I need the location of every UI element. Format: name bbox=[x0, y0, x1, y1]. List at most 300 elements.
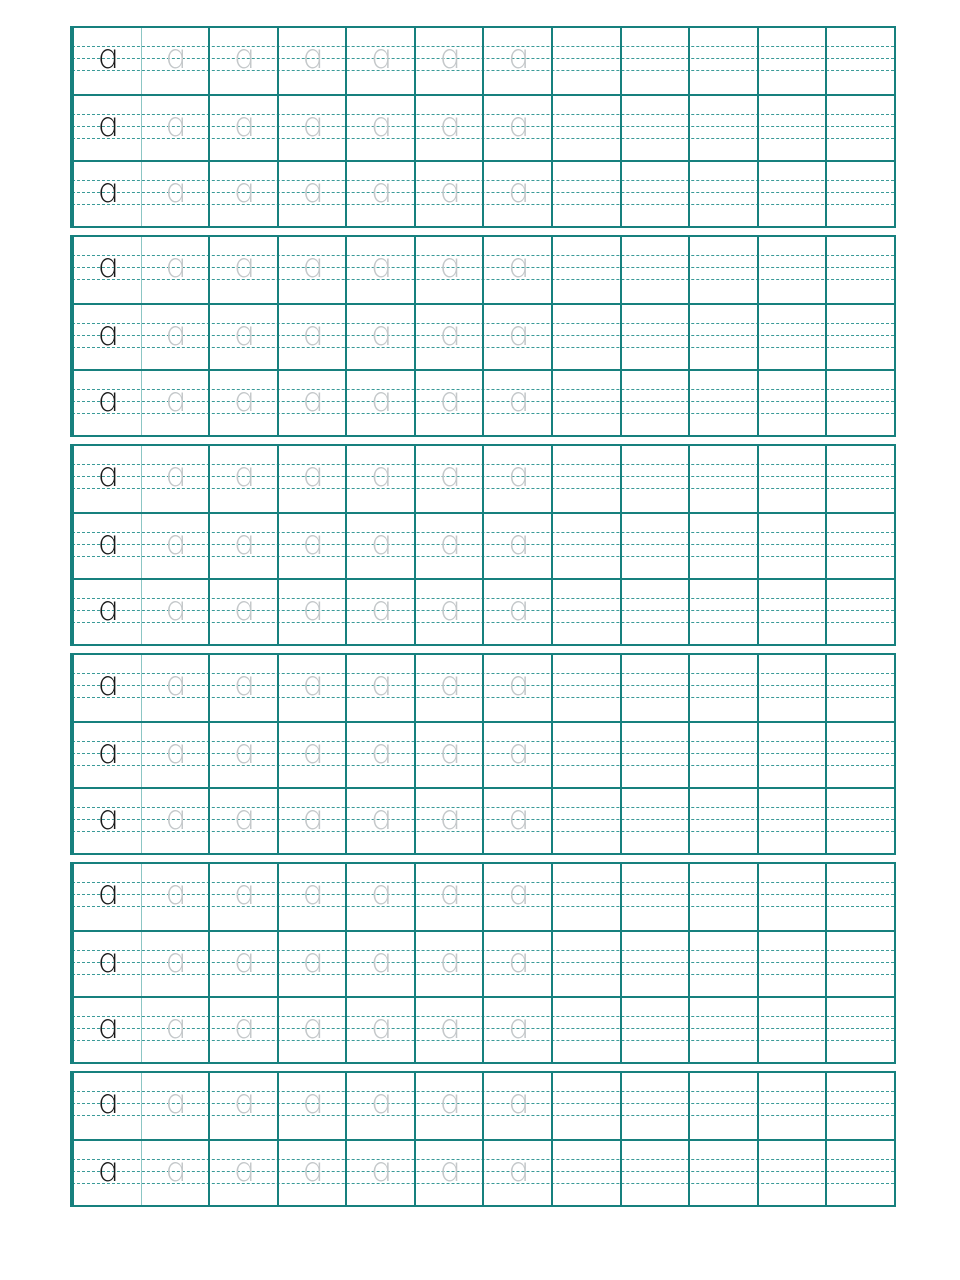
model-letter-cell bbox=[72, 580, 141, 644]
model-letter-cell bbox=[72, 998, 141, 1062]
trace-letter-cell bbox=[208, 162, 277, 226]
blank-writing-cell bbox=[620, 371, 689, 435]
practice-row bbox=[72, 930, 894, 996]
trace-letter: ɑ bbox=[506, 1150, 529, 1190]
blank-writing-cell bbox=[825, 237, 894, 303]
trace-letter: ɑ bbox=[438, 455, 460, 495]
trace-letter-cell bbox=[414, 655, 483, 721]
trace-letter-cell bbox=[414, 237, 483, 303]
trace-letter-cell bbox=[345, 1141, 414, 1205]
trace-letter: ɑ bbox=[506, 455, 529, 495]
trace-letter: ɑ bbox=[506, 798, 529, 838]
trace-letter: ɑ bbox=[369, 873, 392, 913]
blank-writing-cell bbox=[620, 864, 689, 930]
trace-letter: ɑ bbox=[369, 455, 392, 495]
blank-writing-cell bbox=[757, 864, 826, 930]
trace-letter-cell bbox=[141, 371, 209, 435]
blank-writing-cell bbox=[825, 162, 894, 226]
blank-writing-cell bbox=[688, 1073, 757, 1139]
blank-writing-cell bbox=[688, 305, 757, 369]
trace-letter: ɑ bbox=[164, 1082, 186, 1122]
trace-letter: ɑ bbox=[232, 523, 255, 563]
trace-letter-cell bbox=[141, 514, 209, 578]
blank-writing-cell bbox=[620, 932, 689, 996]
model-letter-cell bbox=[72, 371, 141, 435]
trace-letter-cell bbox=[482, 1141, 551, 1205]
trace-letter-cell bbox=[277, 446, 346, 512]
trace-letter-cell bbox=[208, 932, 277, 996]
blank-writing-cell bbox=[688, 864, 757, 930]
trace-letter-cell bbox=[414, 305, 483, 369]
trace-letter-cell bbox=[414, 162, 483, 226]
blank-writing-cell bbox=[620, 1141, 689, 1205]
trace-letter-cell bbox=[482, 998, 551, 1062]
blank-writing-cell bbox=[620, 28, 689, 94]
blank-writing-cell bbox=[551, 789, 620, 853]
model-letter: ɑ bbox=[96, 798, 119, 838]
trace-letter: ɑ bbox=[506, 1082, 529, 1122]
trace-letter-cell bbox=[208, 789, 277, 853]
blank-writing-cell bbox=[551, 655, 620, 721]
blank-writing-cell bbox=[620, 162, 689, 226]
trace-letter-cell bbox=[141, 723, 209, 787]
trace-letter-cell bbox=[482, 580, 551, 644]
trace-letter: ɑ bbox=[369, 171, 392, 211]
blank-writing-cell bbox=[688, 723, 757, 787]
trace-letter: ɑ bbox=[506, 589, 529, 629]
trace-letter: ɑ bbox=[232, 105, 255, 145]
practice-block bbox=[70, 653, 896, 855]
blank-writing-cell bbox=[825, 1141, 894, 1205]
blank-writing-cell bbox=[825, 655, 894, 721]
trace-letter: ɑ bbox=[301, 798, 323, 838]
practice-block bbox=[70, 444, 896, 646]
trace-letter-cell bbox=[141, 28, 209, 94]
trace-letter-cell bbox=[277, 162, 346, 226]
trace-letter: ɑ bbox=[506, 732, 529, 772]
trace-letter-cell bbox=[345, 864, 414, 930]
trace-letter-cell bbox=[414, 28, 483, 94]
blank-writing-cell bbox=[688, 1141, 757, 1205]
trace-letter: ɑ bbox=[164, 873, 186, 913]
trace-letter: ɑ bbox=[369, 314, 392, 354]
trace-letter-cell bbox=[482, 1073, 551, 1139]
trace-letter: ɑ bbox=[301, 455, 323, 495]
model-letter: ɑ bbox=[96, 105, 119, 145]
trace-letter-cell bbox=[414, 1141, 483, 1205]
blank-writing-cell bbox=[688, 237, 757, 303]
trace-letter-cell bbox=[141, 1073, 209, 1139]
trace-letter-cell bbox=[345, 655, 414, 721]
trace-letter: ɑ bbox=[301, 1150, 323, 1190]
model-letter-cell bbox=[72, 446, 141, 512]
trace-letter: ɑ bbox=[506, 873, 529, 913]
blank-writing-cell bbox=[688, 28, 757, 94]
blank-writing-cell bbox=[825, 371, 894, 435]
blank-writing-cell bbox=[620, 1073, 689, 1139]
practice-row bbox=[72, 446, 894, 512]
trace-letter: ɑ bbox=[301, 589, 323, 629]
trace-letter: ɑ bbox=[301, 37, 323, 77]
trace-letter: ɑ bbox=[164, 314, 186, 354]
blank-writing-cell bbox=[757, 1141, 826, 1205]
trace-letter: ɑ bbox=[506, 314, 529, 354]
blank-writing-cell bbox=[757, 514, 826, 578]
blank-writing-cell bbox=[620, 305, 689, 369]
blank-writing-cell bbox=[757, 237, 826, 303]
blank-writing-cell bbox=[825, 1073, 894, 1139]
trace-letter-cell bbox=[345, 789, 414, 853]
blank-writing-cell bbox=[688, 932, 757, 996]
blank-writing-cell bbox=[825, 514, 894, 578]
blank-writing-cell bbox=[688, 998, 757, 1062]
practice-row bbox=[72, 303, 894, 369]
model-letter-cell bbox=[72, 1073, 141, 1139]
blank-writing-cell bbox=[551, 446, 620, 512]
trace-letter: ɑ bbox=[164, 798, 186, 838]
trace-letter: ɑ bbox=[369, 941, 392, 981]
practice-row bbox=[72, 996, 894, 1062]
practice-row bbox=[72, 864, 894, 930]
trace-letter-cell bbox=[414, 514, 483, 578]
trace-letter-cell bbox=[208, 514, 277, 578]
model-letter: ɑ bbox=[96, 664, 119, 704]
trace-letter-cell bbox=[208, 96, 277, 160]
trace-letter: ɑ bbox=[164, 1150, 186, 1190]
blank-writing-cell bbox=[551, 514, 620, 578]
trace-letter: ɑ bbox=[369, 798, 392, 838]
trace-letter: ɑ bbox=[369, 105, 392, 145]
trace-letter: ɑ bbox=[369, 246, 392, 286]
practice-row bbox=[72, 160, 894, 226]
model-letter: ɑ bbox=[96, 589, 119, 629]
trace-letter-cell bbox=[277, 371, 346, 435]
trace-letter-cell bbox=[208, 580, 277, 644]
trace-letter: ɑ bbox=[369, 732, 392, 772]
trace-letter-cell bbox=[345, 162, 414, 226]
blank-writing-cell bbox=[620, 723, 689, 787]
trace-letter-cell bbox=[141, 864, 209, 930]
trace-letter: ɑ bbox=[232, 873, 255, 913]
trace-letter-cell bbox=[482, 864, 551, 930]
trace-letter: ɑ bbox=[369, 1150, 392, 1190]
blank-writing-cell bbox=[551, 237, 620, 303]
trace-letter-cell bbox=[414, 998, 483, 1062]
model-letter-cell bbox=[72, 162, 141, 226]
trace-letter-cell bbox=[345, 96, 414, 160]
trace-letter-cell bbox=[277, 305, 346, 369]
model-letter-cell bbox=[72, 305, 141, 369]
blank-writing-cell bbox=[551, 723, 620, 787]
trace-letter-cell bbox=[141, 446, 209, 512]
blank-writing-cell bbox=[551, 864, 620, 930]
trace-letter-cell bbox=[414, 1073, 483, 1139]
trace-letter-cell bbox=[414, 96, 483, 160]
trace-letter-cell bbox=[208, 723, 277, 787]
practice-block bbox=[70, 1071, 896, 1207]
blank-writing-cell bbox=[825, 28, 894, 94]
trace-letter-cell bbox=[208, 864, 277, 930]
model-letter: ɑ bbox=[96, 380, 119, 420]
trace-letter-cell bbox=[277, 514, 346, 578]
trace-letter-cell bbox=[141, 162, 209, 226]
trace-letter-cell bbox=[345, 580, 414, 644]
blank-writing-cell bbox=[688, 446, 757, 512]
trace-letter-cell bbox=[345, 446, 414, 512]
trace-letter: ɑ bbox=[506, 37, 529, 77]
blank-writing-cell bbox=[620, 580, 689, 644]
trace-letter-cell bbox=[482, 655, 551, 721]
blank-writing-cell bbox=[688, 371, 757, 435]
trace-letter-cell bbox=[482, 446, 551, 512]
trace-letter: ɑ bbox=[301, 1007, 323, 1047]
trace-letter-cell bbox=[345, 998, 414, 1062]
model-letter: ɑ bbox=[96, 246, 119, 286]
trace-letter: ɑ bbox=[232, 941, 255, 981]
trace-letter-cell bbox=[345, 514, 414, 578]
trace-letter: ɑ bbox=[164, 105, 186, 145]
blank-writing-cell bbox=[688, 655, 757, 721]
trace-letter: ɑ bbox=[232, 798, 255, 838]
practice-row bbox=[72, 1073, 894, 1139]
trace-letter: ɑ bbox=[438, 1150, 460, 1190]
trace-letter-cell bbox=[208, 1141, 277, 1205]
trace-letter: ɑ bbox=[438, 941, 460, 981]
trace-letter: ɑ bbox=[301, 941, 323, 981]
trace-letter: ɑ bbox=[232, 314, 255, 354]
model-letter: ɑ bbox=[96, 171, 119, 211]
trace-letter: ɑ bbox=[232, 664, 255, 704]
trace-letter: ɑ bbox=[506, 380, 529, 420]
trace-letter: ɑ bbox=[232, 171, 255, 211]
practice-row bbox=[72, 94, 894, 160]
model-letter-cell bbox=[72, 789, 141, 853]
trace-letter: ɑ bbox=[369, 37, 392, 77]
trace-letter: ɑ bbox=[438, 798, 460, 838]
model-letter: ɑ bbox=[96, 314, 119, 354]
trace-letter-cell bbox=[141, 655, 209, 721]
practice-row bbox=[72, 721, 894, 787]
trace-letter: ɑ bbox=[164, 589, 186, 629]
trace-letter: ɑ bbox=[506, 523, 529, 563]
trace-letter: ɑ bbox=[506, 105, 529, 145]
trace-letter-cell bbox=[482, 789, 551, 853]
blank-writing-cell bbox=[620, 655, 689, 721]
trace-letter-cell bbox=[345, 237, 414, 303]
trace-letter: ɑ bbox=[438, 589, 460, 629]
handwriting-worksheet bbox=[70, 26, 896, 1214]
blank-writing-cell bbox=[688, 514, 757, 578]
trace-letter: ɑ bbox=[232, 455, 255, 495]
blank-writing-cell bbox=[757, 998, 826, 1062]
blank-writing-cell bbox=[757, 932, 826, 996]
trace-letter-cell bbox=[141, 932, 209, 996]
trace-letter: ɑ bbox=[232, 1150, 255, 1190]
trace-letter-cell bbox=[414, 789, 483, 853]
model-letter: ɑ bbox=[96, 1007, 119, 1047]
practice-block bbox=[70, 26, 896, 228]
trace-letter-cell bbox=[141, 789, 209, 853]
model-letter: ɑ bbox=[96, 873, 119, 913]
trace-letter: ɑ bbox=[506, 664, 529, 704]
trace-letter-cell bbox=[414, 371, 483, 435]
trace-letter-cell bbox=[414, 864, 483, 930]
blank-writing-cell bbox=[757, 789, 826, 853]
trace-letter: ɑ bbox=[369, 589, 392, 629]
blank-writing-cell bbox=[551, 580, 620, 644]
trace-letter-cell bbox=[414, 723, 483, 787]
blank-writing-cell bbox=[757, 1073, 826, 1139]
model-letter-cell bbox=[72, 28, 141, 94]
trace-letter-cell bbox=[482, 723, 551, 787]
trace-letter: ɑ bbox=[369, 523, 392, 563]
practice-row bbox=[72, 512, 894, 578]
trace-letter-cell bbox=[208, 998, 277, 1062]
blank-writing-cell bbox=[620, 998, 689, 1062]
blank-writing-cell bbox=[757, 446, 826, 512]
trace-letter-cell bbox=[208, 371, 277, 435]
blank-writing-cell bbox=[757, 371, 826, 435]
model-letter-cell bbox=[72, 655, 141, 721]
blank-writing-cell bbox=[688, 162, 757, 226]
trace-letter-cell bbox=[482, 96, 551, 160]
trace-letter-cell bbox=[482, 371, 551, 435]
trace-letter-cell bbox=[208, 655, 277, 721]
blank-writing-cell bbox=[825, 580, 894, 644]
trace-letter-cell bbox=[277, 96, 346, 160]
blank-writing-cell bbox=[551, 998, 620, 1062]
trace-letter: ɑ bbox=[301, 105, 323, 145]
blank-writing-cell bbox=[620, 96, 689, 160]
trace-letter: ɑ bbox=[438, 246, 460, 286]
trace-letter: ɑ bbox=[438, 664, 460, 704]
trace-letter: ɑ bbox=[301, 314, 323, 354]
model-letter-cell bbox=[72, 723, 141, 787]
model-letter-cell bbox=[72, 96, 141, 160]
trace-letter: ɑ bbox=[301, 1082, 323, 1122]
model-letter: ɑ bbox=[96, 1082, 119, 1122]
trace-letter: ɑ bbox=[301, 523, 323, 563]
trace-letter-cell bbox=[345, 305, 414, 369]
trace-letter-cell bbox=[414, 932, 483, 996]
model-letter-cell bbox=[72, 864, 141, 930]
blank-writing-cell bbox=[688, 96, 757, 160]
trace-letter-cell bbox=[482, 237, 551, 303]
trace-letter: ɑ bbox=[164, 246, 186, 286]
practice-row bbox=[72, 787, 894, 853]
trace-letter-cell bbox=[482, 28, 551, 94]
trace-letter: ɑ bbox=[164, 664, 186, 704]
trace-letter: ɑ bbox=[164, 380, 186, 420]
trace-letter-cell bbox=[141, 580, 209, 644]
blank-writing-cell bbox=[620, 514, 689, 578]
blank-writing-cell bbox=[825, 998, 894, 1062]
blank-writing-cell bbox=[551, 162, 620, 226]
trace-letter: ɑ bbox=[232, 1082, 255, 1122]
blank-writing-cell bbox=[688, 789, 757, 853]
trace-letter: ɑ bbox=[232, 37, 255, 77]
trace-letter: ɑ bbox=[164, 523, 186, 563]
trace-letter-cell bbox=[208, 446, 277, 512]
practice-row bbox=[72, 237, 894, 303]
model-letter-cell bbox=[72, 237, 141, 303]
trace-letter: ɑ bbox=[506, 941, 529, 981]
trace-letter: ɑ bbox=[301, 664, 323, 704]
blank-writing-cell bbox=[620, 789, 689, 853]
trace-letter-cell bbox=[208, 1073, 277, 1139]
trace-letter-cell bbox=[277, 932, 346, 996]
blank-writing-cell bbox=[551, 371, 620, 435]
blank-writing-cell bbox=[620, 237, 689, 303]
trace-letter-cell bbox=[414, 446, 483, 512]
trace-letter: ɑ bbox=[438, 1082, 460, 1122]
practice-row bbox=[72, 655, 894, 721]
practice-row bbox=[72, 28, 894, 94]
blank-writing-cell bbox=[825, 96, 894, 160]
trace-letter-cell bbox=[277, 789, 346, 853]
blank-writing-cell bbox=[688, 580, 757, 644]
trace-letter: ɑ bbox=[232, 732, 255, 772]
trace-letter-cell bbox=[345, 1073, 414, 1139]
blank-writing-cell bbox=[825, 305, 894, 369]
model-letter: ɑ bbox=[96, 455, 119, 495]
trace-letter: ɑ bbox=[438, 37, 460, 77]
trace-letter: ɑ bbox=[438, 380, 460, 420]
blank-writing-cell bbox=[757, 723, 826, 787]
trace-letter-cell bbox=[482, 932, 551, 996]
trace-letter: ɑ bbox=[438, 523, 460, 563]
blank-writing-cell bbox=[551, 1073, 620, 1139]
blank-writing-cell bbox=[825, 789, 894, 853]
trace-letter: ɑ bbox=[232, 1007, 255, 1047]
trace-letter-cell bbox=[277, 864, 346, 930]
trace-letter: ɑ bbox=[369, 380, 392, 420]
trace-letter: ɑ bbox=[438, 314, 460, 354]
trace-letter: ɑ bbox=[232, 246, 255, 286]
trace-letter-cell bbox=[277, 723, 346, 787]
trace-letter-cell bbox=[345, 932, 414, 996]
trace-letter-cell bbox=[345, 371, 414, 435]
blank-writing-cell bbox=[620, 446, 689, 512]
blank-writing-cell bbox=[551, 28, 620, 94]
trace-letter: ɑ bbox=[232, 380, 255, 420]
trace-letter-cell bbox=[208, 305, 277, 369]
trace-letter: ɑ bbox=[164, 941, 186, 981]
trace-letter: ɑ bbox=[369, 1007, 392, 1047]
model-letter-cell bbox=[72, 1141, 141, 1205]
trace-letter-cell bbox=[482, 514, 551, 578]
trace-letter-cell bbox=[141, 96, 209, 160]
trace-letter: ɑ bbox=[438, 105, 460, 145]
trace-letter-cell bbox=[277, 580, 346, 644]
trace-letter: ɑ bbox=[164, 455, 186, 495]
blank-writing-cell bbox=[825, 932, 894, 996]
blank-writing-cell bbox=[551, 932, 620, 996]
blank-writing-cell bbox=[757, 28, 826, 94]
trace-letter: ɑ bbox=[438, 171, 460, 211]
trace-letter: ɑ bbox=[301, 380, 323, 420]
trace-letter: ɑ bbox=[506, 171, 529, 211]
trace-letter-cell bbox=[141, 305, 209, 369]
trace-letter-cell bbox=[141, 1141, 209, 1205]
trace-letter: ɑ bbox=[438, 873, 460, 913]
trace-letter: ɑ bbox=[438, 732, 460, 772]
trace-letter: ɑ bbox=[301, 873, 323, 913]
trace-letter-cell bbox=[345, 723, 414, 787]
model-letter: ɑ bbox=[96, 37, 119, 77]
practice-row bbox=[72, 578, 894, 644]
trace-letter: ɑ bbox=[164, 732, 186, 772]
